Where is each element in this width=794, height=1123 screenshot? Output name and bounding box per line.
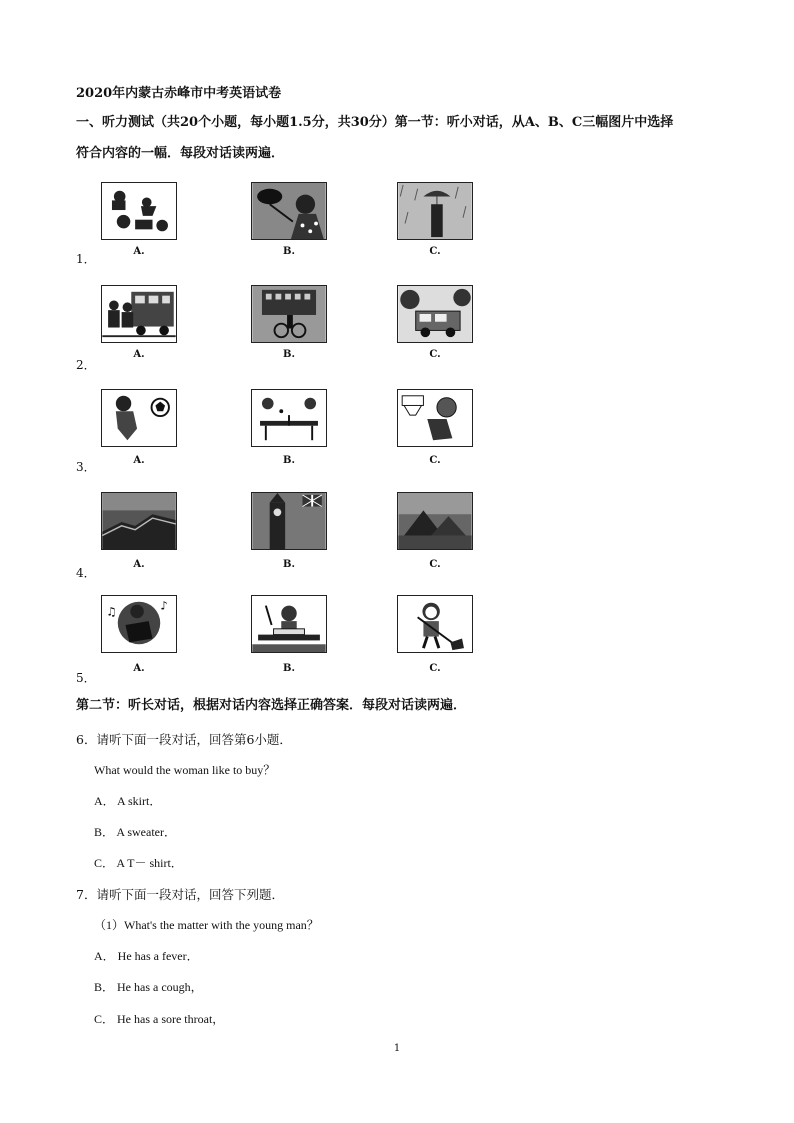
question-number-5: 5．: [76, 671, 96, 685]
caption-1b: B.: [283, 246, 295, 257]
soccer-icon: [101, 389, 177, 447]
question-number-2: 2．: [76, 358, 96, 372]
caption-5b: B.: [283, 663, 295, 674]
q7-option-b: B． He has a cough，: [94, 980, 203, 994]
caption-3b: B.: [283, 455, 295, 466]
question-number-1: 1．: [76, 252, 96, 266]
dancing-music-icon: [101, 595, 177, 653]
caption-4b: B.: [283, 559, 295, 570]
q7-option-a: A． He has a fever．: [94, 949, 199, 963]
svg-text:♪: ♪: [160, 598, 168, 613]
caption-2c: C.: [429, 349, 441, 360]
great-wall-icon: [101, 492, 177, 550]
svg-text:♫: ♫: [106, 604, 117, 619]
reading-desk-icon: [251, 595, 327, 653]
section2-heading: 第二节：听长对话，根据对话内容选择正确答案．每段对话读两遍．: [76, 698, 467, 713]
girl-fan-icon: [251, 182, 327, 240]
caption-4a: A.: [133, 559, 145, 570]
caption-4c: C.: [429, 559, 441, 570]
q6-option-a: A． A skirt．: [94, 794, 162, 808]
big-ben-icon: [251, 492, 327, 550]
section1-heading-line2: 符合内容的一幅．每段对话读两遍．: [76, 146, 285, 161]
q7-question: （1）What's the matter with the young man？: [94, 918, 319, 932]
pyramids-icon: [397, 492, 473, 550]
page-number: 1: [393, 1043, 401, 1054]
caption-1a: A.: [133, 246, 145, 257]
q6-option-b: B． A sweater．: [94, 825, 176, 839]
caption-3a: A.: [133, 455, 145, 466]
question-number-4: 4．: [76, 566, 96, 580]
section1-heading-line1: 一、听力测试（共20个小题，每小题1.5分，共30分）第一节：听小对话，从A、B、C三幅图片中选择: [76, 115, 674, 130]
question-number-3: 3．: [76, 460, 96, 474]
page-title: 2020年内蒙古赤峰市中考英语试卷: [76, 86, 282, 101]
q7-option-c: C． He has a sore throat，: [94, 1012, 225, 1026]
basketball-icon: [397, 389, 473, 447]
caption-3c: C.: [429, 455, 441, 466]
boy-sweeping-icon: [397, 595, 473, 653]
q7-prompt: 7．请听下面一段对话，回答下列题．: [76, 887, 284, 902]
caption-2b: B.: [283, 349, 295, 360]
caption-1c: C.: [429, 246, 441, 257]
car-icon: [397, 285, 473, 343]
caption-2a: A.: [133, 349, 145, 360]
caption-5c: C.: [429, 663, 441, 674]
caption-5a: A.: [133, 663, 145, 674]
school-bike-icon: [251, 285, 327, 343]
ping-pong-icon: [251, 389, 327, 447]
q6-option-c: C． A T－ shirt．: [94, 856, 183, 870]
q6-question: What would the woman like to buy？: [94, 763, 276, 777]
people-bus-icon: [101, 285, 177, 343]
rain-umbrella-icon: [397, 182, 473, 240]
animals-icon: [101, 182, 177, 240]
q6-prompt: 6．请听下面一段对话，回答第6小题．: [76, 732, 292, 747]
